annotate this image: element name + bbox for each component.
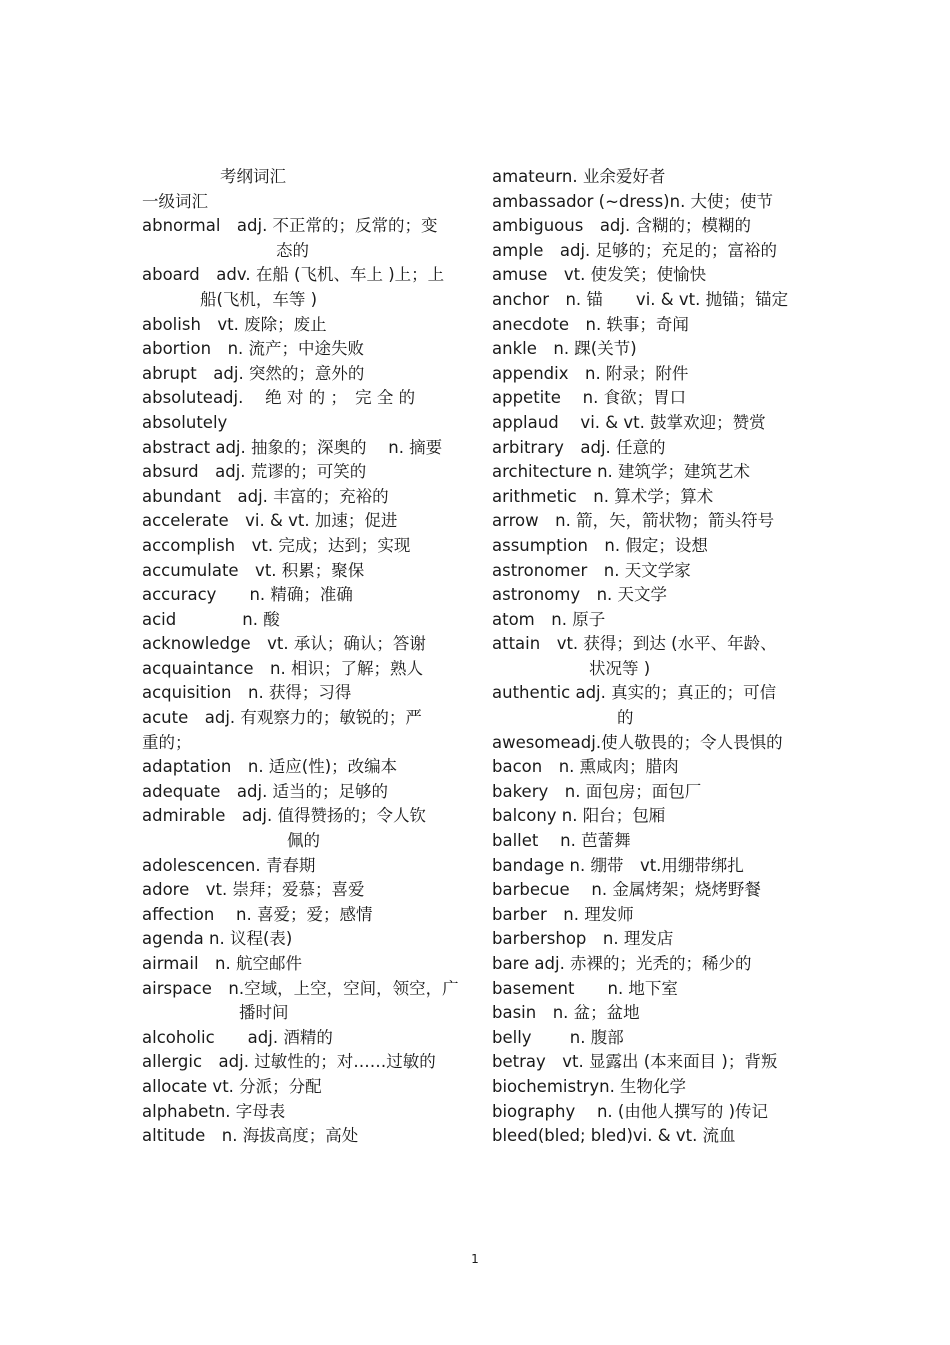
vocab-entry-continuation: 船(飞机，车等 ) [200,289,318,309]
vocab-entry-text: acknowledge vt. 承认；确认；答谢 [142,634,426,654]
vocab-entry [142,632,460,657]
vocab-entry-text: adore vt. 崇拜；爱慕；喜爱 [142,880,365,900]
left-entry-list [142,214,460,1149]
vocab-entry-text: ambiguous adj. 含糊的；模糊的 [492,216,751,236]
vocab-entry-text: arithmetic n. 算术学；算术 [492,486,714,506]
vocab-entry [142,559,460,584]
vocab-entry [142,780,460,805]
vocab-entry [492,362,802,387]
vocab-entry [142,362,460,387]
vocab-entry [492,1075,802,1100]
vocab-entry-text: acid n. 酸 [142,609,280,629]
vocab-entry-text: allergic adj. 过敏性的；对……过敏的 [142,1052,436,1072]
vocab-entry-text: belly n. 腹部 [492,1027,624,1047]
vocab-entry-text: awesomeadj.使人敬畏的；令人畏惧的 [492,732,783,752]
vocab-entry [492,239,802,264]
vocab-entry-text: adaptation n. 适应(性)；改编本 [142,757,398,777]
vocab-entry-text: atom n. 原子 [492,609,606,629]
vocab-entry [492,780,802,805]
vocab-entry [492,214,802,239]
vocab-entry-text: basin n. 盆；盆地 [492,1003,640,1023]
vocab-entry-continuation: 播时间 [239,1003,289,1023]
vocab-entry-text: bakery n. 面包房；面包厂 [492,781,702,801]
vocab-entry [492,460,802,485]
vocab-entry [142,1075,460,1100]
vocab-entry-text: absurd adj. 荒谬的；可笑的 [142,462,367,482]
vocab-entry-text: astronomy n. 天文学 [492,585,668,605]
vocab-entry [492,878,802,903]
vocab-entry-text: acquisition n. 获得；习得 [142,683,352,703]
vocab-entry-text: bacon n. 熏咸肉；腊肉 [492,757,679,777]
vocab-entry-text: balcony n. 阳台；包厢 [492,806,666,826]
vocab-entry [492,583,802,608]
vocab-entry-text: assumption n. 假定；设想 [492,535,708,555]
vocab-entry [492,337,802,362]
vocab-entry-text: admirable adj. 值得赞扬的；令人钦 [142,806,427,826]
vocab-entry [142,263,460,312]
vocab-entry [492,313,802,338]
vocab-entry [492,509,802,534]
vocab-entry [142,706,460,755]
vocab-entry [492,829,802,854]
vocab-entry-text: alphabetn. 字母表 [142,1101,286,1121]
vocab-entry [492,386,802,411]
vocab-entry-text: absoluteadj. 绝 对 的 ； 完 全 的 [142,388,416,408]
vocab-entry-text: bare adj. 赤裸的；光秃的；稀少的 [492,954,752,973]
vocab-entry [142,460,460,485]
vocab-entry [142,313,460,338]
vocab-entry-text: abolish vt. 废除；废止 [142,314,327,334]
vocab-entry [492,485,802,510]
vocab-entry [492,632,802,681]
vocab-entry [492,681,802,730]
vocab-entry [142,436,460,461]
vocab-entry-text: arbitrary adj. 任意的 [492,437,666,457]
vocab-entry-text: barbershop n. 理发店 [492,929,674,949]
vocab-entry-continuation: absolutely [142,412,228,432]
section-heading: 一级词汇 [142,191,208,211]
vocab-entry-text: affection n. 喜爱；爱；感情 [142,904,373,924]
page-title: 考纲词汇 [220,167,286,186]
vocab-entry [492,190,802,215]
vocab-entry-text: astronomer n. 天文学家 [492,560,691,580]
vocab-entry [492,1124,802,1149]
vocab-entry-text: accelerate vi. & vt. 加速；促进 [142,511,398,531]
vocab-entry-text: applaud vi. & vt. 鼓掌欢迎；赞赏 [492,412,766,432]
vocab-entry-text: anchor n. 锚 vi. & vt. 抛锚；锚定 [492,289,789,309]
vocab-entry-text: anecdote n. 轶事；奇闻 [492,314,689,334]
vocab-entry-text: authentic adj. 真实的；真正的；可信 [492,683,777,703]
vocab-entry [142,485,460,510]
vocab-entry-text: attain vt. 获得；到达 (水平、年龄、 [492,634,777,654]
vocab-entry [142,878,460,903]
vocab-entry [142,903,460,928]
vocab-entry [492,755,802,780]
vocab-entry [142,386,460,435]
vocab-entry-text: betray vt. 显露出 (本来面目 )；背叛 [492,1052,778,1072]
vocab-entry-text: agenda n. 议程(表) [142,929,293,949]
vocab-entry [492,804,802,829]
vocab-entry-text: ambassador (~dress)n. 大使；使节 [492,191,774,211]
vocab-entry [492,1050,802,1075]
vocab-entry [142,608,460,633]
vocab-entry-text: basement n. 地下室 [492,978,678,998]
vocab-entry [142,509,460,534]
vocab-entry [492,1100,802,1125]
vocab-entry-text: appetite n. 食欲；胃口 [492,388,687,408]
vocab-entry-continuation: 重的； [142,732,192,752]
vocab-entry [142,1026,460,1051]
vocab-entry [142,214,460,263]
vocab-entry [492,288,802,313]
vocab-entry [142,681,460,706]
right-entry-list [492,165,802,1149]
vocab-entry [142,854,460,879]
vocab-entry [492,903,802,928]
vocab-entry-text: abortion n. 流产；中途失败 [142,339,365,359]
vocab-entry [492,534,802,559]
vocab-entry-text: amateurn. 业余爱好者 [492,167,666,186]
vocab-entry [492,927,802,952]
vocab-entry-text: allocate vt. 分派；分配 [142,1076,322,1096]
vocab-entry [142,927,460,952]
vocab-entry [492,977,802,1002]
vocab-entry [492,436,802,461]
vocab-entry [142,1100,460,1125]
vocab-entry-text: biography n. (由他人撰写的 )传记 [492,1101,769,1121]
vocab-entry [492,165,802,190]
vocab-entry-text: airmail n. 航空邮件 [142,954,302,973]
vocab-entry-text: alcoholic adj. 酒精的 [142,1027,333,1047]
vocab-entry [142,804,460,853]
vocab-entry [142,583,460,608]
vocab-entry [492,854,802,879]
vocab-entry-text: arrow n. 箭，矢，箭状物；箭头符号 [492,511,775,531]
vocab-entry-text: abrupt adj. 突然的；意外的 [142,363,365,383]
vocab-entry-text: accomplish vt. 完成；达到；实现 [142,535,411,555]
vocab-entry-continuation: 佩的 [287,831,320,851]
vocab-entry-text: airspace n.空域，上空，空间，领空，广 [142,978,459,998]
vocab-entry-text: abundant adj. 丰富的；充裕的 [142,486,389,506]
vocab-entry [142,755,460,780]
vocab-entry-text: ankle n. 踝(关节) [492,339,637,359]
vocab-entry [492,608,802,633]
vocab-entry [492,263,802,288]
vocab-entry [492,952,802,977]
vocab-entry-text: biochemistryn. 生物化学 [492,1076,687,1096]
vocab-entry-text: adequate adj. 适当的；足够的 [142,781,389,801]
vocab-entry [492,731,802,756]
vocab-entry-continuation: 状况等 ) [589,658,651,678]
vocab-entry-text: aboard adv. 在船 (飞机、车上 )上；上 [142,265,445,285]
vocab-entry [142,657,460,682]
vocab-entry-text: bleed(bled; bled)vi. & vt. 流血 [492,1126,736,1146]
vocab-entry [142,337,460,362]
right-column [492,165,802,1149]
left-column [142,165,460,1149]
vocab-entry-text: amuse vt. 使发笑；使愉快 [492,265,707,285]
vocab-entry-text: accumulate vt. 积累；聚保 [142,560,365,580]
vocab-entry-text: accuracy n. 精确；准确 [142,585,353,605]
vocab-entry-continuation: 态的 [276,240,309,260]
vocab-entry [492,1001,802,1026]
vocab-entry [142,1050,460,1075]
vocab-entry-text: ballet n. 芭蕾舞 [492,831,631,851]
vocab-entry [492,559,802,584]
vocab-entry [492,1026,802,1051]
vocab-entry-text: acute adj. 有观察力的；敏锐的；严 [142,708,422,728]
vocab-entry-text: ample adj. 足够的；充足的；富裕的 [492,240,778,260]
vocab-entry-text: bandage n. 绷带 vt.用绷带绑扎 [492,855,744,875]
vocab-entry-text: appendix n. 附录；附件 [492,363,689,383]
vocab-entry-continuation: 的 [617,708,634,728]
vocab-entry-text: adolescencen. 青春期 [142,855,316,875]
vocab-entry [492,411,802,436]
vocab-entry-text: altitude n. 海拔高度；高处 [142,1126,359,1146]
vocab-entry-text: architecture n. 建筑学；建筑艺术 [492,462,751,482]
page-number: 1 [471,1252,479,1266]
vocab-entry [142,534,460,559]
vocab-entry [142,977,460,1026]
vocab-entry-text: acquaintance n. 相识；了解；熟人 [142,658,423,678]
vocab-entry-text: barber n. 理发师 [492,904,634,924]
vocab-entry [142,952,460,977]
vocab-entry [142,1124,460,1149]
vocab-entry-text: barbecue n. 金属烤架；烧烤野餐 [492,880,761,900]
vocab-entry-text: abstract adj. 抽象的；深奥的 n. 摘要 [142,437,443,457]
vocab-entry-text: abnormal adj. 不正常的；反常的；变 [142,216,438,236]
